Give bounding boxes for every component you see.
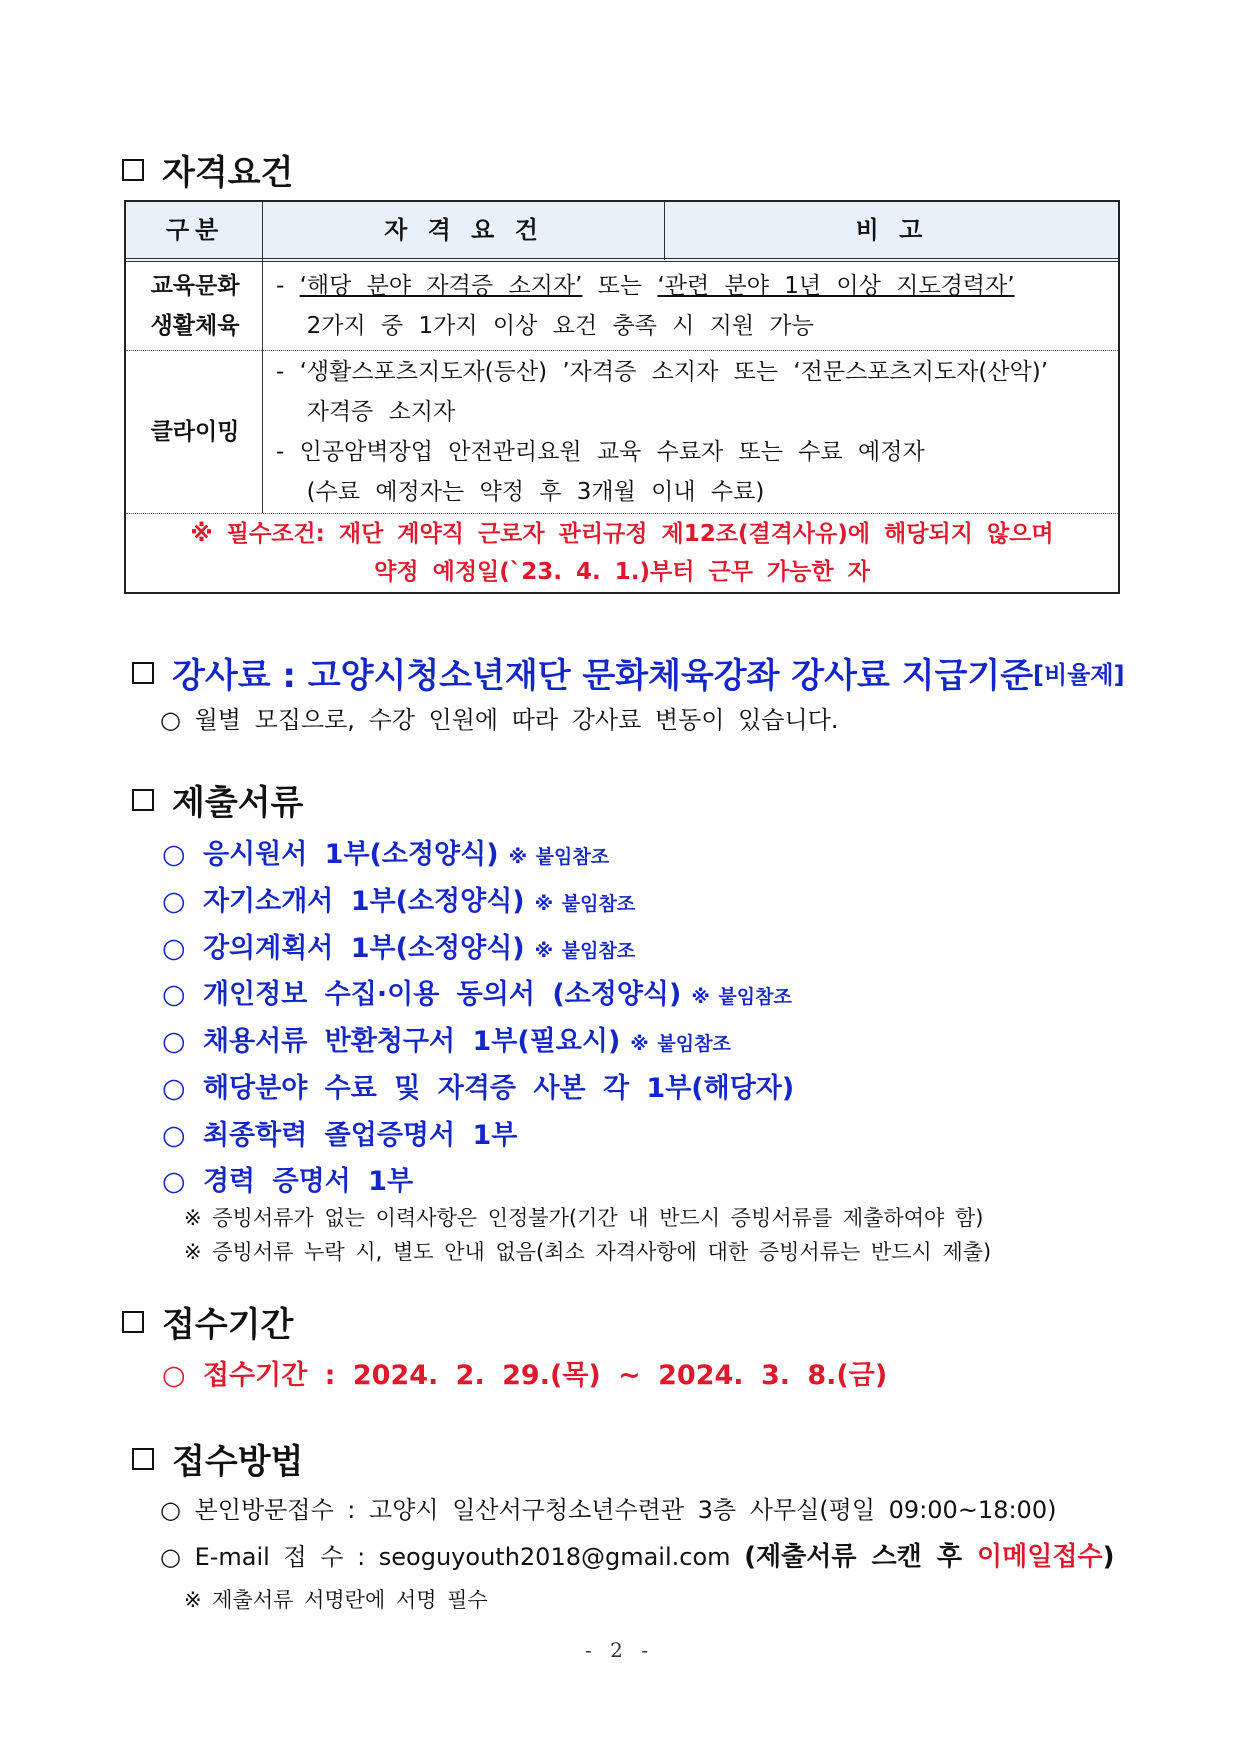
document-item-text: ○ 개인정보 수집·이용 동의서 (소정양식) <box>162 979 682 1010</box>
header-remarks: 비 고 <box>855 216 929 244</box>
document-item-text: ○ 강의계획서 1부(소정양식) <box>162 933 525 964</box>
visit-application: ○ 본인방문접수 : 고양시 일산서구청소년수련관 3층 사무실(평일 09:00~18:00) <box>160 1496 1057 1524</box>
requirement-line: (수료 예정자는 약정 후 3개월 이내 수료) <box>276 479 765 505</box>
requirement-line: - ‘생활스포츠지도자(등산) ’자격증 소지자 또는 ‘전문스포츠지도자(산악)’ <box>276 359 1049 385</box>
application-period: ○ 접수기간 : 2024. 2. 29.(목) ~ 2024. 3. 8.(금) <box>162 1360 888 1391</box>
text-connector: 또는 <box>582 273 658 299</box>
underlined-requirement: ‘해당 분야 자격증 소지자’ <box>299 273 583 299</box>
document-item-text: ○ 경력 증명서 1부 <box>162 1166 414 1197</box>
document-item-text: ○ 채용서류 반환청구서 1부(필요시) <box>162 1026 621 1057</box>
email-prefix: ○ E-mail 접 수 : seoguyouth2018@gmail.com <box>160 1543 745 1571</box>
document-item-note: ※ 붙임참조 <box>508 846 610 868</box>
requirement-line <box>276 266 1015 306</box>
checkbox-square-icon <box>132 1448 154 1470</box>
column-divider <box>262 202 263 513</box>
document-item <box>162 926 635 965</box>
email-note-highlight: 이메일접수 <box>977 1542 1103 1572</box>
section-title: 강사료 : 고양시청소년재단 문화체육강좌 강사료 지급기준 <box>172 656 1034 696</box>
table-header-row <box>126 202 1118 262</box>
section-title: 자격요건 <box>162 153 294 193</box>
page-number: - 2 - <box>585 1638 654 1662</box>
row-label-line: 교육문화 <box>150 273 240 299</box>
document-note: ※ 증빙서류 누락 시, 별도 안내 없음(최소 자격사항에 대한 증빙서류는 반드시 제출) <box>184 1240 992 1264</box>
requirement-line: 2가지 중 1가지 이상 요건 충족 시 지원 가능 <box>276 313 814 339</box>
document-item <box>162 1019 731 1058</box>
document-note: ※ 증빙서류가 없는 이력사항은 인정불가(기간 내 반드시 증빙서류를 제출하여야 함) <box>184 1206 984 1230</box>
mandatory-condition-line: ※ 필수조건: 재단 계약직 근로자 관리규정 제12조(결격사유)에 해당되지 않으며 <box>190 521 1054 547</box>
section-title: 접수기간 <box>162 1305 294 1345</box>
section-title-suffix: [비율제] <box>1033 661 1125 689</box>
document-item-note: ※ 붙임참조 <box>691 986 792 1008</box>
signature-note: ※ 제출서류 서명란에 서명 필수 <box>184 1588 488 1612</box>
document-item <box>162 879 635 918</box>
document-item-note: ※ 붙임참조 <box>534 893 636 915</box>
section-period-heading <box>122 1297 293 1346</box>
document-item-text: ○ 해당분야 수료 및 자격증 사본 각 1부(해당자) <box>162 1073 795 1104</box>
document-item-text: ○ 최종학력 졸업증명서 1부 <box>162 1120 518 1151</box>
section-title: 제출서류 <box>172 783 304 823</box>
qualification-table <box>124 200 1120 594</box>
row-label: 클라이밍 <box>150 419 240 445</box>
row-label-line: 생활체육 <box>150 313 240 339</box>
checkbox-square-icon <box>132 789 154 811</box>
section-title: 접수방법 <box>172 1442 304 1482</box>
row-divider <box>126 350 1118 351</box>
email-application <box>160 1536 1115 1573</box>
text-dash: - <box>276 273 300 299</box>
header-category: 구분 <box>165 216 225 244</box>
document-item-note: ※ 붙임참조 <box>534 940 636 962</box>
document-item-text: ○ 응시원서 1부(소정양식) <box>162 839 499 870</box>
checkbox-square-icon <box>122 159 144 181</box>
document-item <box>162 1159 413 1198</box>
underlined-requirement: ‘관련 분야 1년 이상 지도경력자’ <box>657 273 1015 299</box>
requirement-line: 자격증 소지자 <box>276 399 456 425</box>
mandatory-condition-line: 약정 예정일(`23. 4. 1.)부터 근무 가능한 자 <box>374 559 870 585</box>
document-item <box>162 1066 794 1105</box>
section-qualification-heading <box>122 145 293 194</box>
column-divider <box>664 202 665 260</box>
fee-description: ○ 월별 모집으로, 수강 인원에 따라 강사료 변동이 있습니다. <box>160 706 839 734</box>
document-item <box>162 972 792 1011</box>
requirement-line: - 인공암벽장업 안전관리요원 교육 수료자 또는 수료 예정자 <box>276 439 925 465</box>
document-item-note: ※ 붙임참조 <box>630 1033 731 1055</box>
email-note-open: (제출서류 스캔 후 <box>744 1542 978 1572</box>
document-item-text: ○ 자기소개서 1부(소정양식) <box>162 886 525 917</box>
document-item <box>162 1113 517 1152</box>
email-note-close: ) <box>1102 1542 1115 1572</box>
section-fee-heading <box>132 648 1125 697</box>
section-method-heading <box>132 1434 303 1483</box>
checkbox-square-icon <box>122 1311 144 1333</box>
section-documents-heading <box>132 775 303 824</box>
checkbox-square-icon <box>132 662 154 684</box>
row-label <box>126 266 264 346</box>
header-requirements: 자 격 요 건 <box>384 216 544 244</box>
document-item <box>162 832 609 871</box>
